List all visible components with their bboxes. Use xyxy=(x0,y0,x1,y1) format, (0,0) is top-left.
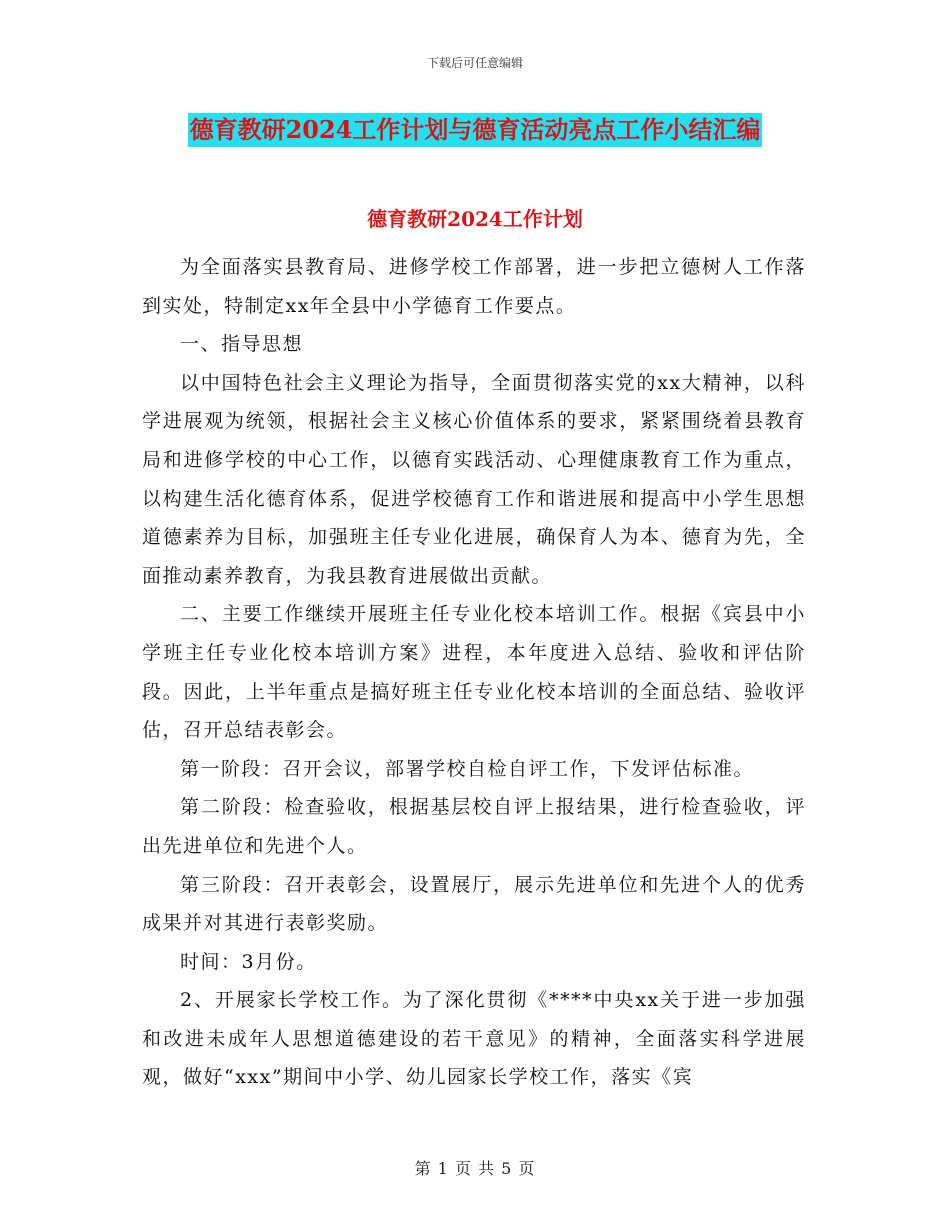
paragraph: 时间：3月份。 xyxy=(180,950,317,973)
paragraph: 一、指导思想 xyxy=(180,333,304,356)
paragraph: 第三阶段：召开表彰会，设置展厅，展示先进单位和先进个人的优秀成果并对其进行表彰奖励。 xyxy=(142,873,806,935)
paragraph: 第二阶段：检查验收，根据基层校自评上报结果，进行检查验收，评出先进单位和先进个人。 xyxy=(142,796,806,857)
paragraph: 以中国特色社会主义理论为指导，全面贯彻落实党的xx大精神，以科学进展观为统领，根据社会主义核心价值体系的要求，紧紧围绕着县教育局和进修学校的中心工作，以德育实践活动、心理健康教育工作为重点，以构建生活化德育体系，促进学校德育工作和谐进展和提高中小学生思想道德素养为目标，加强班主任专业化进展，确保育人为本、德育为先，全面推动素养教育，为我县教育进展做出贡献。 xyxy=(142,371,806,587)
page-footer: 第 1 页 共 5 页 xyxy=(414,1159,536,1178)
paragraph: 二、主要工作继续开展班主任专业化校本培训工作。根据《宾县中小学班主任专业化校本培训方案》进程，本年度进入总结、验收和评估阶段。因此，上半年重点是搞好班主任专业化校本培训的全面总结、验收评估，召开总结表彰会。 xyxy=(142,603,806,742)
section-title: 德育教研2024工作计划 xyxy=(367,207,583,231)
document-title-container xyxy=(0,113,950,147)
document-title: 德育教研2024工作计划与德育活动亮点工作小结汇编 xyxy=(188,113,763,147)
paragraph: 为全面落实县教育局、进修学校工作部署，进一步把立德树人工作落到实处，特制定xx年全县中小学德育工作要点。 xyxy=(142,256,806,317)
paragraph: 2、开展家长学校工作。为了深化贯彻《****中央xx关于进一步加强和改进未成年人思想道德建设的若干意见》的精神，全面落实科学进展观，做好“xxx”期间中小学、幼儿园家长学校工作，落实《宾 xyxy=(142,989,806,1089)
paragraph: 第一阶段：召开会议，部署学校自检自评工作，下发评估标准。 xyxy=(180,757,755,780)
document-body xyxy=(142,248,806,1097)
header-note: 下载后可任意编辑 xyxy=(426,56,523,70)
